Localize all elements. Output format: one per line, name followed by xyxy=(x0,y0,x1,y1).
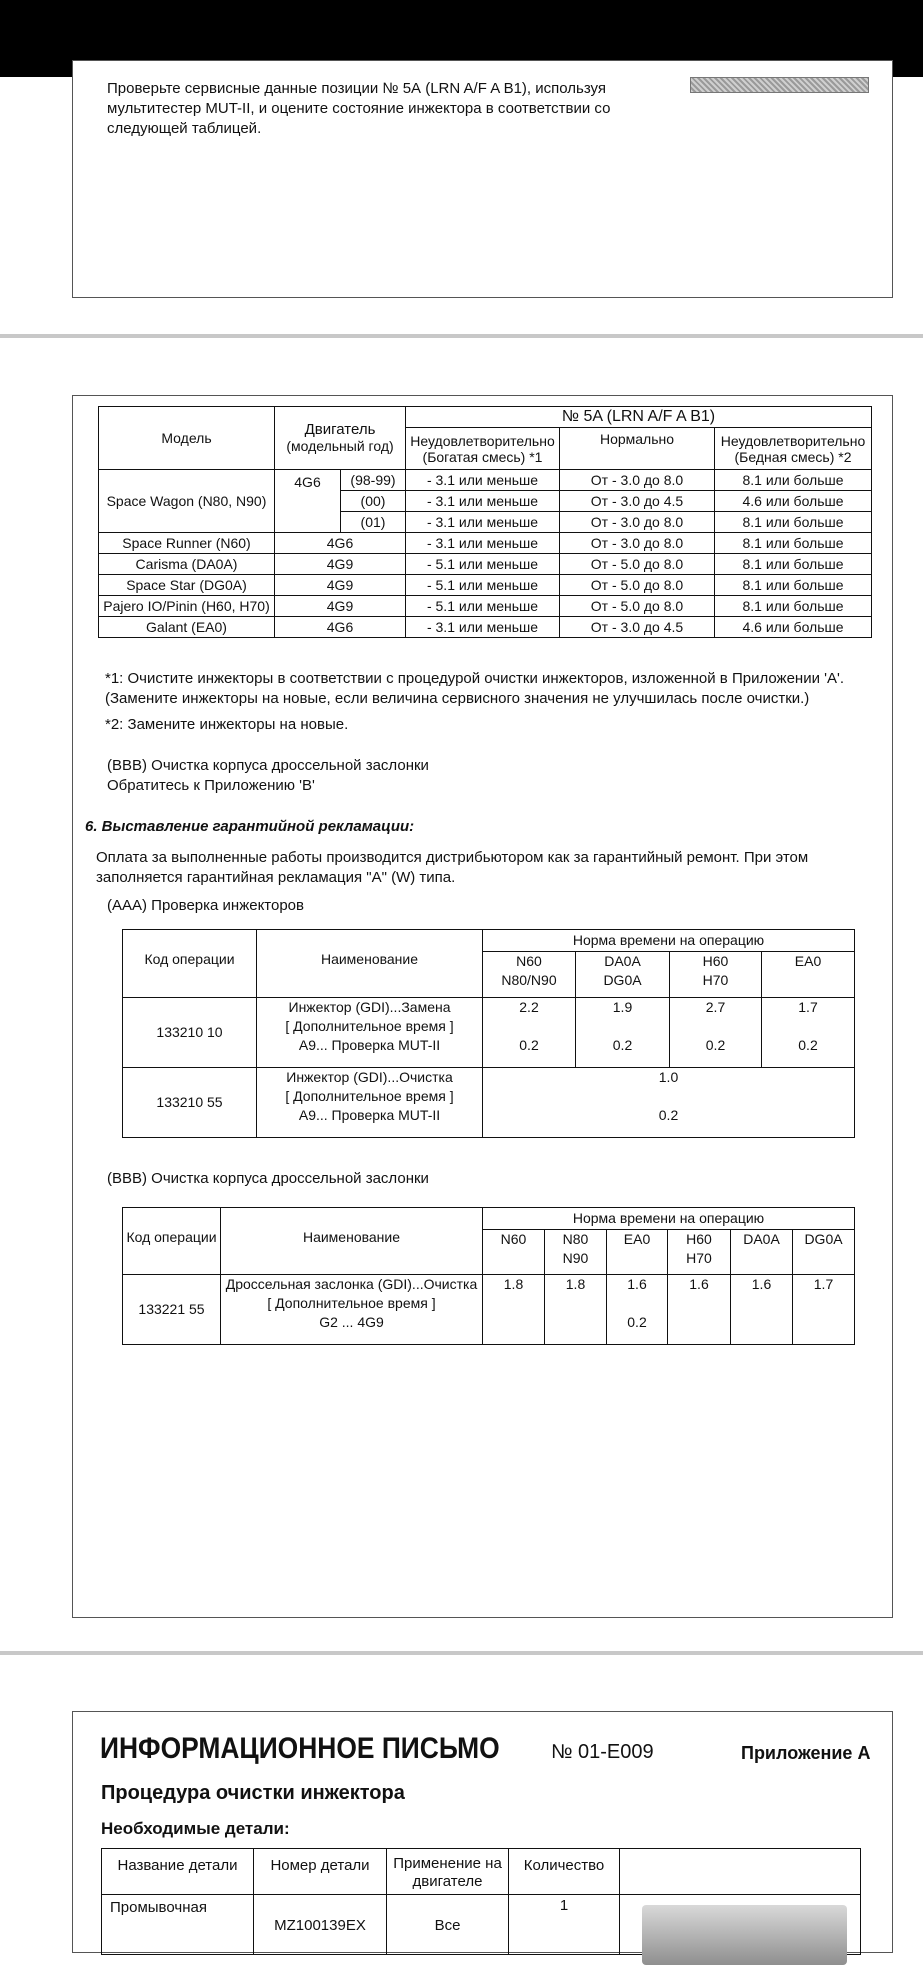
table-row: Carisma (DA0A) 4G9 - 5.1 или меньше От - 5.0 до 8.0 8.1 или больше xyxy=(99,554,872,575)
service-data-table xyxy=(98,406,872,638)
parts-title: Необходимые детали: xyxy=(101,1819,290,1838)
header-engine: Двигатель (модельный год) xyxy=(275,407,406,470)
product-image xyxy=(642,1905,847,1965)
shaded-box xyxy=(690,77,869,93)
header-code: Код операции xyxy=(123,930,257,998)
letter-number: № 01-E009 xyxy=(551,1741,654,1763)
table-row: Pajero IO/Pinin (H60, H70) 4G9 - 5.1 или меньше От - 5.0 до 8.0 8.1 или больше xyxy=(99,596,872,617)
header-normal: Нормально xyxy=(560,428,715,470)
table-row: (00) - 3.1 или меньше От - 3.0 до 4.5 4.6 или больше xyxy=(99,491,872,512)
header-lean: Неудовлетворительно (Бедная смесь) *2 xyxy=(715,428,872,470)
header-name: Наименование xyxy=(257,930,483,998)
letter-title: ИНФОРМАЦИОННОЕ ПИСЬМО xyxy=(100,1732,500,1765)
table-row: Space Wagon (N80, N90) 4G6 (98-99) - 3.1 или меньше От - 3.0 до 8.0 8.1 или больше xyxy=(99,470,872,491)
header-name: Наименование xyxy=(221,1208,483,1275)
table-row: 133210 55 Инжектор (GDI)...Очистка [ Дополнительное время ] A9... Проверка MUT-II 1.0 0.2 xyxy=(123,1068,855,1138)
parts-table: Название детали Номер детали Применение на двигателе Количество Промывочная MZ100139EX Все 1 xyxy=(101,1848,861,1955)
table-row: 133221 55 Дроссельная заслонка (GDI)...Очистка [ Дополнительное время ] G2 ... 4G9 1.8 1.8 1.6 0.2 1.6 1.6 1.7 xyxy=(123,1275,855,1345)
table-row: Space Runner (N60) 4G6 - 3.1 или меньше От - 3.0 до 8.0 8.1 или больше xyxy=(99,533,872,554)
header-5a: № 5A (LRN A/F A B1) xyxy=(406,407,872,428)
table-row: Промывочная MZ100139EX Все 1 xyxy=(102,1895,861,1955)
header-code: Код операции xyxy=(123,1208,221,1275)
header-rich: Неудовлетворительно (Богатая смесь) *1 xyxy=(406,428,560,470)
page-separator xyxy=(0,1651,923,1655)
appendix-label: Приложение А xyxy=(741,1743,871,1763)
section6-text: Оплата за выполненные работы производится дистрибьютором как за гарантийный ремонт. При этом заполняется гарантийная рекламация "А" (W) типа. xyxy=(96,849,809,886)
table-row: Galant (EA0) 4G6 - 3.1 или меньше От - 3.0 до 4.5 4.6 или больше xyxy=(99,617,872,638)
page-separator xyxy=(0,334,923,338)
header-norm: Норма времени на операцию xyxy=(483,930,855,952)
bbb-title: (BBB) Очистка корпуса дроссельной заслонки xyxy=(107,1170,429,1187)
instruction-text: Проверьте сервисные данные позиции № 5А (LRN A/F A B1), используя мультитестер MUT-II, и оцените состояние инжектора в соответствии со следующей таблицей. xyxy=(107,80,611,137)
table-row: Space Star (DG0A) 4G9 - 5.1 или меньше От - 5.0 до 8.0 8.1 или больше xyxy=(99,575,872,596)
bbb-reference: (BBB) Очистка корпуса дроссельной заслонки Обратитесь к Приложению 'B' xyxy=(107,757,429,794)
table-row: 133210 10 Инжектор (GDI)...Замена [ Дополнительное время ] A9... Проверка MUT-II 2.2 0.2 1.9 0.2 2.7 0.2 1.7 0.2 xyxy=(123,998,855,1068)
section6-title: 6. Выставление гарантийной рекламации: xyxy=(85,818,415,835)
labor-table-aaa: Код операции Наименование Норма времени на операцию N60 N80/N90 DA0A DG0A H60 H70 EA0 133210 10 Инжектор (GDI)...Замена [ Дополнительное время ] A9... Проверка MUT-II 2.2 0.2 1.9 0.2 2.7 0.2 1.7 0.2 133210 55 Инжектор (GDI)...Очистка [ Дополнительное время ] A9... Проверка MUT-II 1.0 0.2 xyxy=(122,929,855,1138)
procedure-title: Процедура очистки инжектора xyxy=(101,1782,405,1804)
aaa-title: (AAA) Проверка инжекторов xyxy=(107,897,304,914)
labor-table-bbb: Код операции Наименование Норма времени на операцию N60 N80 N90 EA0 H60 H70 DA0A DG0A 133221 55 Дроссельная заслонка (GDI)...Очистка [ Дополнительное время ] G2 ... 4G9 1.8 1.8 1.6 0.2 1.6 1.6 1.7 xyxy=(122,1207,855,1345)
notes: *1: Очистите инжекторы в соответствии с процедурой очистки инжекторов, изложенной в Приложении 'A'. (Замените инжекторы на новые, если величина сервисного значения не улучшилась после очистки.) *2: Замените инжекторы на новые. xyxy=(105,670,845,733)
table-row: (01) - 3.1 или меньше От - 3.0 до 8.0 8.1 или больше xyxy=(99,512,872,533)
header-model: Модель xyxy=(99,407,275,470)
header-norm: Норма времени на операцию xyxy=(483,1208,855,1230)
